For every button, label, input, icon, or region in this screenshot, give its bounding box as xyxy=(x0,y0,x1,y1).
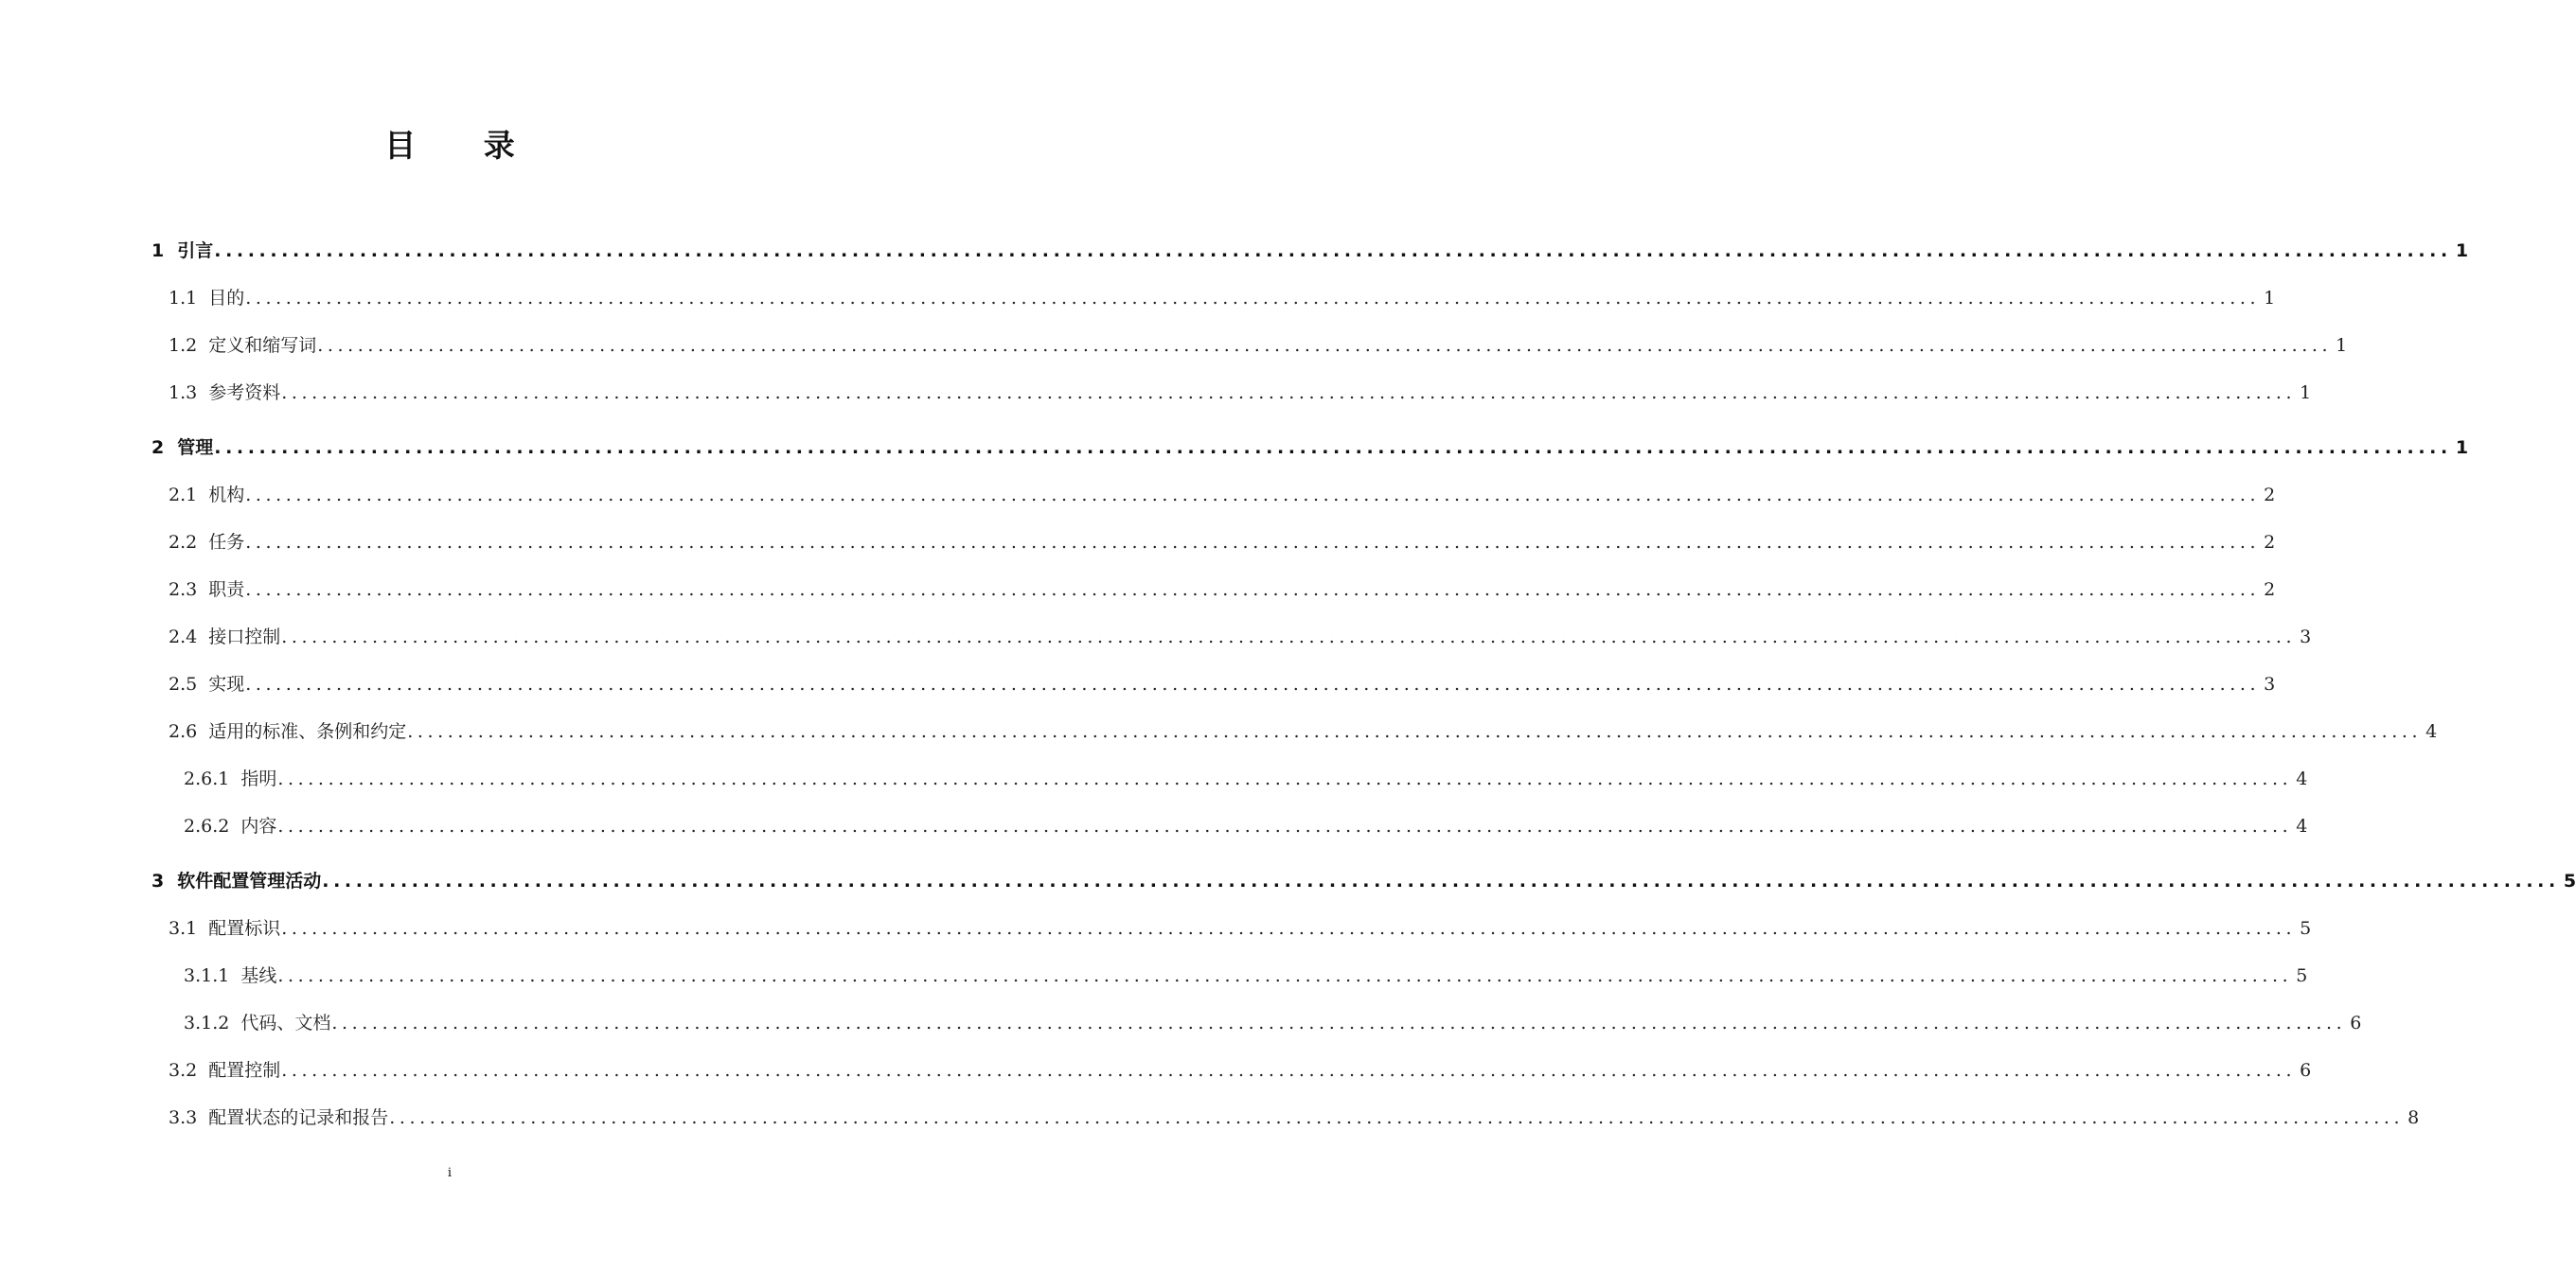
toc-entry-label: 实现 xyxy=(208,674,245,695)
toc-entry-label: 基线 xyxy=(240,965,277,986)
toc-entry-number: 1 xyxy=(151,240,165,261)
toc-dot-leader: ........................................................................................................................................................................................................ xyxy=(245,288,2261,309)
toc-entry-label: 适用的标准、条例和约定 xyxy=(208,721,407,742)
toc-entry-number: 2.6.1 xyxy=(184,768,230,789)
toc-entry-number: 3.1.1 xyxy=(184,965,230,986)
toc-entry-label: 配置标识 xyxy=(208,918,281,939)
toc-entry[interactable] xyxy=(169,574,2276,602)
page-title: 目 录 xyxy=(384,127,543,164)
toc-entry-label: 指明 xyxy=(240,768,277,789)
toc-dot-leader: ........................................................................................................................................................................................................ xyxy=(277,965,2293,986)
toc-entry-label: 内容 xyxy=(240,816,277,837)
toc-entry[interactable] xyxy=(169,716,2438,744)
toc-entry[interactable] xyxy=(184,810,2308,839)
toc-entry-label: 目的 xyxy=(208,288,245,309)
toc-entry[interactable] xyxy=(169,1054,2312,1083)
toc-entry[interactable] xyxy=(169,377,2312,405)
toc-entry[interactable] xyxy=(169,282,2276,310)
toc-dot-leader: ........................................................................................................................................................................................................ xyxy=(281,382,2297,403)
toc-entry[interactable] xyxy=(169,912,2312,941)
toc-entry[interactable] xyxy=(184,960,2308,988)
toc-dot-leader: ........................................................................................................................................................................................................ xyxy=(407,721,2423,742)
toc-entry-page: 5 xyxy=(2296,965,2308,986)
toc-entry-page: 1 xyxy=(2455,240,2469,261)
toc-entry-page: 5 xyxy=(2563,871,2576,892)
toc-entry-number: 1.2 xyxy=(169,335,198,356)
toc-entry[interactable] xyxy=(169,479,2276,507)
toc-entry-number: 3.2 xyxy=(169,1060,198,1081)
toc-entry-number: 2.5 xyxy=(169,674,198,695)
toc-entry-label: 管理 xyxy=(177,437,214,458)
toc-entry-number: 2.3 xyxy=(169,579,198,600)
toc-entry[interactable] xyxy=(151,235,2469,263)
toc-dot-leader: ........................................................................................................................................................................................................ xyxy=(281,1060,2297,1081)
toc-entry-label: 引言 xyxy=(177,240,214,261)
toc-dot-leader: ........................................................................................................................................................................................................ xyxy=(245,579,2261,600)
toc-entry[interactable] xyxy=(151,865,2576,893)
toc-entry-number: 2.4 xyxy=(169,627,198,647)
toc-entry-number: 2.6 xyxy=(169,721,198,742)
toc-dot-leader: ........................................................................................................................................................................................................ xyxy=(277,768,2293,789)
toc-entry-number: 2.1 xyxy=(169,485,198,505)
toc-entry-page: 1 xyxy=(2455,437,2469,458)
toc-entry-label: 定义和缩写词 xyxy=(208,335,317,356)
toc-entry[interactable] xyxy=(169,526,2276,555)
toc-dot-leader: ........................................................................................................................................................................................................ xyxy=(214,437,2452,458)
toc-entry[interactable] xyxy=(169,621,2312,649)
toc-entry-page: 3 xyxy=(2300,627,2312,647)
toc-entry[interactable] xyxy=(169,329,2348,358)
toc-dot-leader: ........................................................................................................................................................................................................ xyxy=(245,674,2261,695)
toc-entry-label: 配置状态的记录和报告 xyxy=(208,1107,389,1128)
toc-entry-page: 6 xyxy=(2350,1013,2362,1034)
toc-entry-number: 1.3 xyxy=(169,382,198,403)
toc-entry-number: 2.6.2 xyxy=(184,816,230,837)
toc-entry-label: 接口控制 xyxy=(208,627,281,647)
toc-entry-number: 2 xyxy=(151,437,165,458)
toc-entry-page: 6 xyxy=(2300,1060,2312,1081)
toc-entry-page: 2 xyxy=(2264,485,2276,505)
toc-dot-leader: ........................................................................................................................................................................................................ xyxy=(389,1107,2405,1128)
toc-entry-page: 3 xyxy=(2264,674,2276,695)
toc-entry[interactable] xyxy=(169,1102,2420,1130)
toc-dot-leader: ........................................................................................................................................................................................................ xyxy=(214,240,2452,261)
toc-entry-page: 2 xyxy=(2264,532,2276,553)
toc-entry-number: 3.3 xyxy=(169,1107,198,1128)
toc-entry-page: 4 xyxy=(2296,768,2308,789)
toc-dot-leader: ........................................................................................................................................................................................................ xyxy=(281,627,2297,647)
toc-dot-leader: ........................................................................................................................................................................................................ xyxy=(317,335,2333,356)
toc-dot-leader: ........................................................................................................................................................................................................ xyxy=(331,1013,2347,1034)
toc-dot-leader: ........................................................................................................................................................................................................ xyxy=(322,871,2560,892)
toc-entry-page: 2 xyxy=(2264,579,2276,600)
toc-entry[interactable] xyxy=(184,763,2308,791)
toc-entry-label: 代码、文档 xyxy=(240,1013,331,1034)
toc-dot-leader: ........................................................................................................................................................................................................ xyxy=(245,532,2261,553)
toc-dot-leader: ........................................................................................................................................................................................................ xyxy=(277,816,2293,837)
toc-entry-page: 8 xyxy=(2407,1107,2420,1128)
toc-entry-number: 3 xyxy=(151,871,165,892)
toc-entry-page: 4 xyxy=(2425,721,2438,742)
toc-entry[interactable] xyxy=(184,1007,2362,1035)
toc-entry-number: 3.1.2 xyxy=(184,1013,230,1034)
toc-entry-label: 软件配置管理活动 xyxy=(177,871,322,892)
toc-entry-page: 1 xyxy=(2300,382,2312,403)
toc-entry-label: 职责 xyxy=(208,579,245,600)
toc-entry-page: 1 xyxy=(2336,335,2348,356)
toc-entry[interactable] xyxy=(151,432,2469,460)
toc-entry-label: 机构 xyxy=(208,485,245,505)
toc-entry-label: 配置控制 xyxy=(208,1060,281,1081)
toc-entry-number: 3.1 xyxy=(169,918,198,939)
page-number-footer: i xyxy=(447,1166,453,1180)
toc-dot-leader: ........................................................................................................................................................................................................ xyxy=(281,918,2297,939)
toc-entry-page: 1 xyxy=(2264,288,2276,309)
toc-entry-label: 参考资料 xyxy=(208,382,281,403)
toc-entry-label: 任务 xyxy=(208,532,245,553)
toc-entry-page: 4 xyxy=(2296,816,2308,837)
toc-entry[interactable] xyxy=(169,668,2276,697)
toc-dot-leader: ........................................................................................................................................................................................................ xyxy=(245,485,2261,505)
toc-entry-page: 5 xyxy=(2300,918,2312,939)
toc-entry-number: 1.1 xyxy=(169,288,198,309)
toc-entry-number: 2.2 xyxy=(169,532,198,553)
